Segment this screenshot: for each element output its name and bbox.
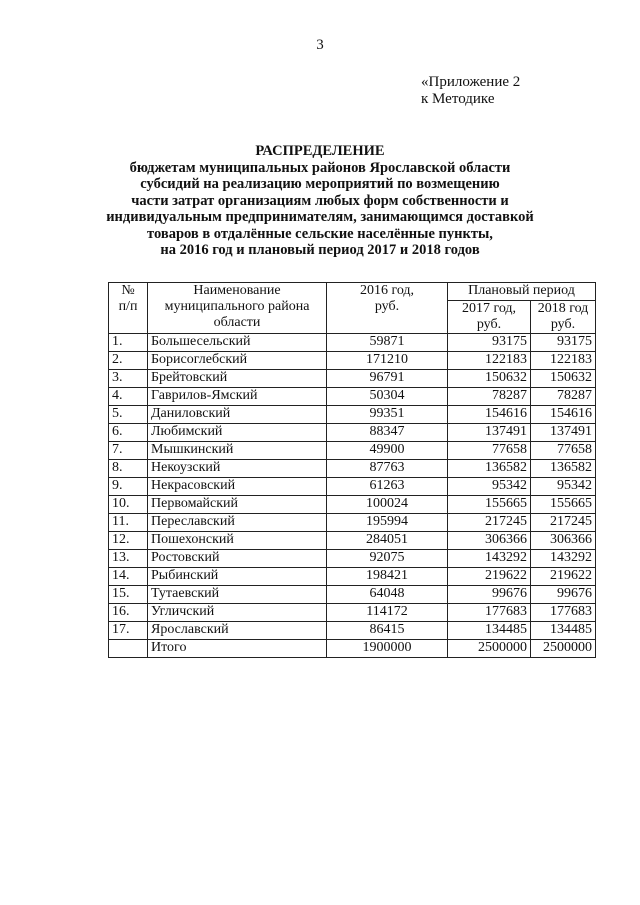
header-2018: 2018 год руб. [531, 301, 596, 334]
title-line: бюджетам муниципальных районов Ярославской области [129, 159, 511, 176]
row-2018: 136582 [531, 460, 596, 478]
title-line: субсидий на реализацию мероприятий по возмещению [140, 176, 500, 192]
row-2017: 93175 [448, 334, 531, 352]
total-label: Итого [148, 640, 327, 658]
row-2017: 177683 [448, 604, 531, 622]
row-2018: 217245 [531, 514, 596, 532]
row-2016: 195994 [327, 514, 448, 532]
table-row [109, 388, 596, 406]
row-district: Борисоглебский [148, 352, 327, 370]
row-2016: 59871 [327, 334, 448, 352]
row-num: 14. [109, 568, 148, 586]
row-2017: 99676 [448, 586, 531, 604]
header-2016: 2016 год, руб. [327, 283, 448, 334]
row-num: 7. [109, 442, 148, 460]
row-num: 13. [109, 550, 148, 568]
title-line: товаров в отдалённые сельские населённые пункты, [147, 225, 493, 242]
row-num: 15. [109, 586, 148, 604]
row-2016: 49900 [327, 442, 448, 460]
row-district: Любимский [148, 424, 327, 442]
table-row [109, 514, 596, 532]
row-num: 3. [109, 370, 148, 388]
table-row [109, 352, 596, 370]
row-num: 10. [109, 496, 148, 514]
title-line: индивидуальным предпринимателям, занимающимся доставкой [106, 209, 534, 225]
row-num: 6. [109, 424, 148, 442]
row-2018: 137491 [531, 424, 596, 442]
row-2016: 88347 [327, 424, 448, 442]
row-2016: 99351 [327, 406, 448, 424]
row-2018: 306366 [531, 532, 596, 550]
row-2018: 219622 [531, 568, 596, 586]
table-row [109, 334, 596, 352]
row-num: 11. [109, 514, 148, 532]
row-2017: 143292 [448, 550, 531, 568]
header-name: Наименование муниципального района области [148, 283, 327, 334]
annex-reference [421, 74, 520, 108]
row-2016: 86415 [327, 622, 448, 640]
row-num: 5. [109, 406, 148, 424]
row-num: 1. [109, 334, 148, 352]
total-2016: 1900000 [327, 640, 448, 658]
table-total-row [109, 640, 596, 658]
row-2017: 306366 [448, 532, 531, 550]
row-2016: 64048 [327, 586, 448, 604]
row-2018: 155665 [531, 496, 596, 514]
row-2017: 219622 [448, 568, 531, 586]
row-district: Большесельский [148, 334, 327, 352]
row-2018: 122183 [531, 352, 596, 370]
row-2017: 78287 [448, 388, 531, 406]
table-row [109, 550, 596, 568]
table-row [109, 622, 596, 640]
row-2018: 93175 [531, 334, 596, 352]
total-num [109, 640, 148, 658]
row-2017: 134485 [448, 622, 531, 640]
row-2017: 154616 [448, 406, 531, 424]
row-2016: 171210 [327, 352, 448, 370]
table-row [109, 478, 596, 496]
row-district: Рыбинский [148, 568, 327, 586]
page-number: 3 [316, 37, 324, 53]
row-2018: 99676 [531, 586, 596, 604]
row-district: Некрасовский [148, 478, 327, 496]
table-row [109, 442, 596, 460]
row-2018: 95342 [531, 478, 596, 496]
row-2016: 96791 [327, 370, 448, 388]
row-num: 8. [109, 460, 148, 478]
annex-line-1: «Приложение 2 [421, 74, 521, 90]
row-2018: 177683 [531, 604, 596, 622]
row-2016: 284051 [327, 532, 448, 550]
document-title [60, 143, 580, 259]
row-district: Брейтовский [148, 370, 327, 388]
row-district: Переславский [148, 514, 327, 532]
table-row [109, 460, 596, 478]
row-district: Первомайский [148, 496, 327, 514]
row-2016: 61263 [327, 478, 448, 496]
row-district: Ростовский [148, 550, 327, 568]
row-2018: 134485 [531, 622, 596, 640]
row-2018: 78287 [531, 388, 596, 406]
row-2017: 77658 [448, 442, 531, 460]
row-2016: 100024 [327, 496, 448, 514]
header-num: № п/п [109, 283, 148, 334]
total-2018: 2500000 [531, 640, 596, 658]
row-2017: 150632 [448, 370, 531, 388]
table-row [109, 496, 596, 514]
table-row [109, 370, 596, 388]
total-2017: 2500000 [448, 640, 531, 658]
row-district: Пошехонский [148, 532, 327, 550]
title-line: части затрат организациям любых форм собственности и [131, 192, 509, 209]
table-row [109, 604, 596, 622]
table-header-row [109, 283, 596, 301]
row-2016: 87763 [327, 460, 448, 478]
row-district: Гаврилов-Ямский [148, 388, 327, 406]
row-num: 16. [109, 604, 148, 622]
table-row [109, 424, 596, 442]
row-district: Мышкинский [148, 442, 327, 460]
row-2017: 122183 [448, 352, 531, 370]
table-row [109, 568, 596, 586]
row-2018: 150632 [531, 370, 596, 388]
row-2018: 143292 [531, 550, 596, 568]
title-line: на 2016 год и плановый период 2017 и 2018 годов [160, 242, 480, 258]
title-heading: РАСПРЕДЕЛЕНИЕ [255, 143, 385, 159]
table-row [109, 406, 596, 424]
row-num: 17. [109, 622, 148, 640]
row-2018: 77658 [531, 442, 596, 460]
row-2017: 136582 [448, 460, 531, 478]
row-2016: 92075 [327, 550, 448, 568]
row-district: Некоузский [148, 460, 327, 478]
table-row [109, 586, 596, 604]
row-num: 2. [109, 352, 148, 370]
row-num: 9. [109, 478, 148, 496]
row-district: Тутаевский [148, 586, 327, 604]
row-district: Угличский [148, 604, 327, 622]
header-planned-period: Плановый период [448, 283, 596, 301]
row-2016: 50304 [327, 388, 448, 406]
row-2017: 217245 [448, 514, 531, 532]
row-2016: 198421 [327, 568, 448, 586]
row-num: 12. [109, 532, 148, 550]
row-2017: 137491 [448, 424, 531, 442]
header-2017: 2017 год, руб. [448, 301, 531, 334]
row-num: 4. [109, 388, 148, 406]
row-2017: 155665 [448, 496, 531, 514]
row-2018: 154616 [531, 406, 596, 424]
row-district: Ярославский [148, 622, 327, 640]
row-2016: 114172 [327, 604, 448, 622]
table-row [109, 532, 596, 550]
distribution-table [108, 282, 596, 658]
row-2017: 95342 [448, 478, 531, 496]
row-district: Даниловский [148, 406, 327, 424]
annex-line-2: к Методике [421, 91, 495, 107]
